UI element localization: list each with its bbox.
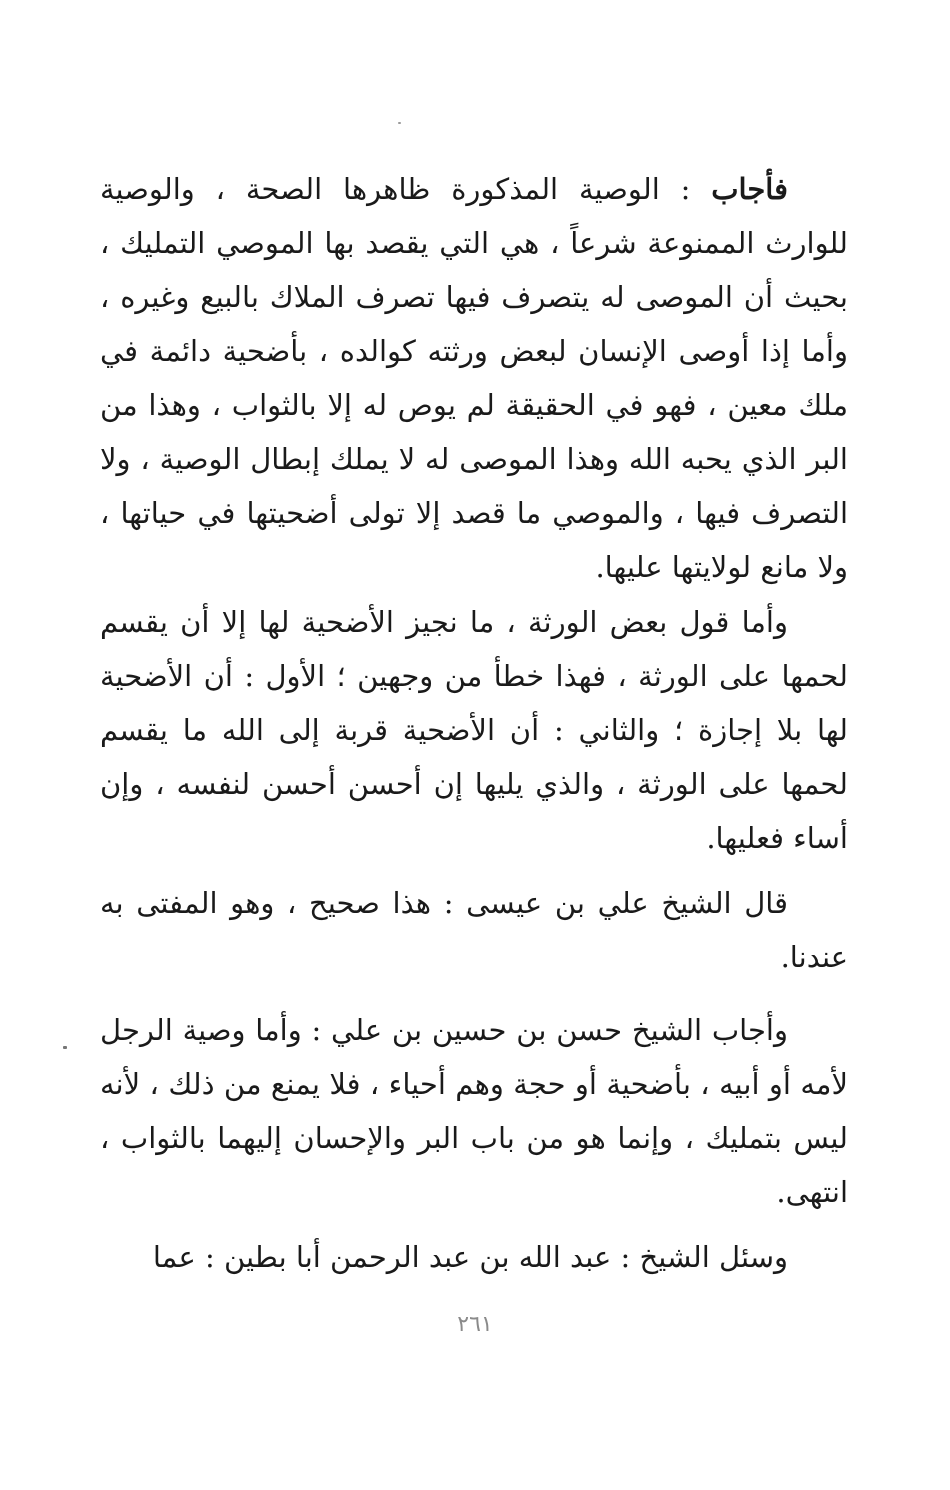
paragraph-answer [100, 162, 848, 594]
paper-speck [63, 1046, 67, 1049]
paragraph-lead-word: فأجاب [711, 172, 788, 206]
page-number: ٢٦١ [457, 1312, 493, 1337]
paragraph-heirs-statement [100, 595, 848, 865]
paragraph-text: وأجاب الشيخ حسن بن حسين بن علي : وأما وصية الرجل لأمه أو أبيه ، بأضحية أو حجة وهم أحياء ، فلا يمنع من ذلك ، لأنه ليس بتمليك ، وإنما هو من باب البر والإحسان إليهما بالثواب ، انتهى. [100, 1013, 848, 1209]
paragraph-text: قال الشيخ علي بن عيسى : هذا صحيح ، وهو المفتى به عندنا. [100, 886, 848, 974]
paragraph-text: وأما قول بعض الورثة ، ما نجيز الأضحية لها إلا أن يقسم لحمها على الورثة ، فهذا خطأ من وجهين ؛ الأول : أن الأضحية لها بلا إجازة ؛ والثاني : أن الأضحية قربة إلى الله ما يقسم لحمها على الورثة ، والذي يليها إن أحسن أحسن لنفسه ، وإن أساء فعليها. [100, 605, 848, 855]
paragraph-sheikh-hasan [100, 1003, 848, 1219]
paragraph-text: وسئل الشيخ : عبد الله بن عبد الرحمن أبا بطين : عما [152, 1240, 788, 1274]
paragraph-body: : الوصية المذكورة ظاهرها الصحة ، والوصية للوارث الممنوعة شرعاً ، هي التي يقصد بها الموصي التمليك ، بحيث أن الموصى له يتصرف فيها تصرف الملاك بالبيع وغيره ، وأما إذا أوصى الإنسان لبعض ورثته كوالده ، بأضحية دائمة في ملك معين ، فهو في الحقيقة لم يوص له إلا بالثواب ، وهذا من البر الذي يحبه الله وهذا الموصى له لا يملك إبطال الوصية ، ولا التصرف فيها ، والموصي ما قصد إلا تولى أضحيتها في حياتها ، ولا مانع لولايتها عليها. [100, 172, 848, 584]
paragraph-sheikh-ali [100, 876, 848, 984]
paragraph-question [100, 1230, 848, 1284]
paper-speck [398, 122, 401, 124]
